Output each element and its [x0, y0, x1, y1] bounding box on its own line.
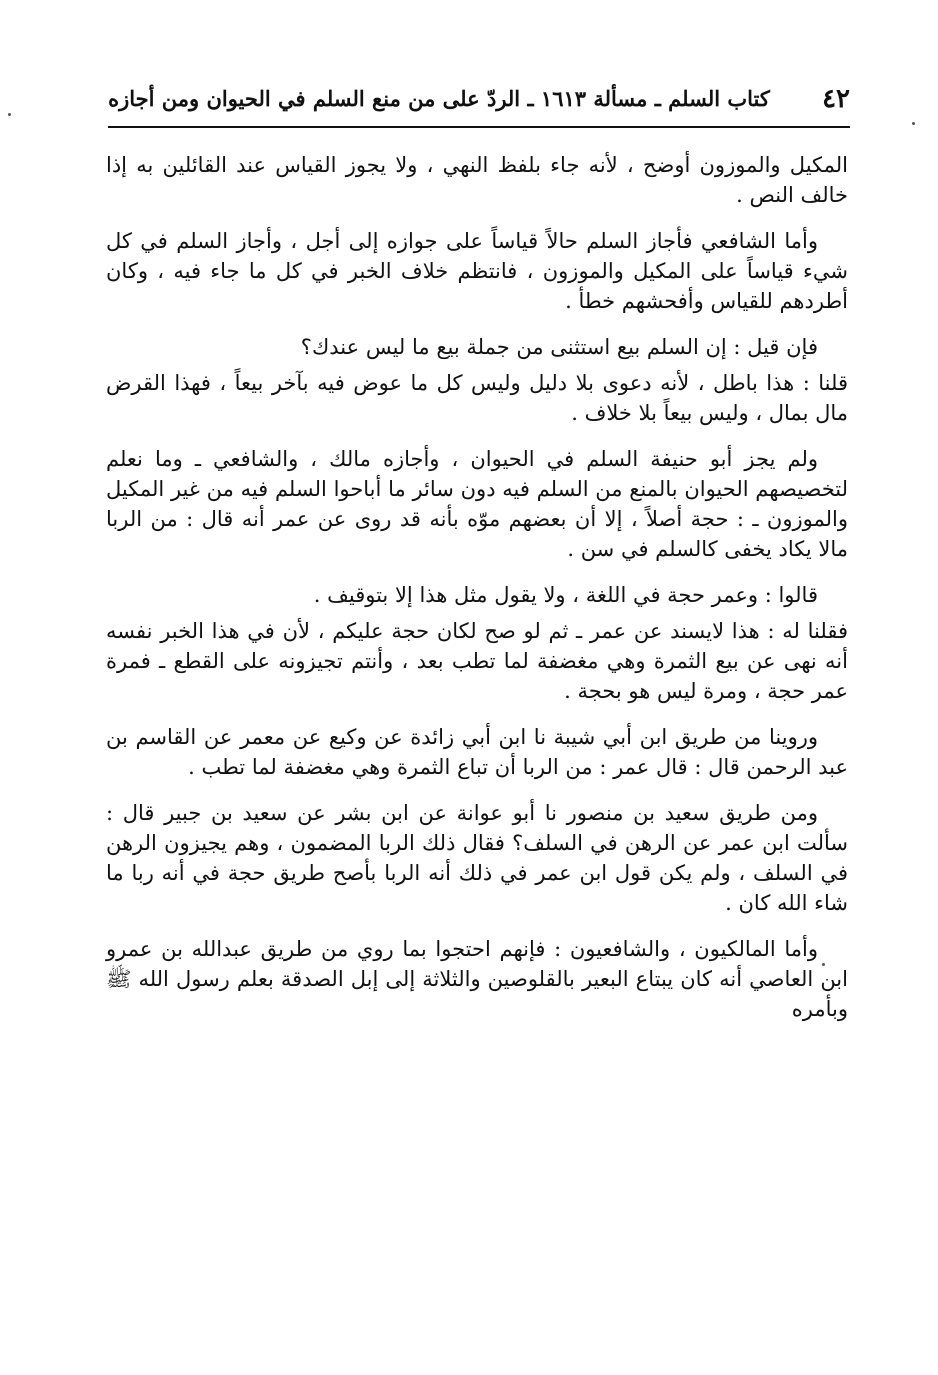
paragraph-9: ومن طريق سعيد بن منصور نا أبو عوانة عن ابن بشر عن سعيد بن جبير قال : سألت ابن عمر عن الرهن في السلف؟ فقال ذلك الربا المضمون ، وهم يجيزون الرهن في السلف ، ولم يكن قول ابن عمر في ذلك أنه الربا بأصح طريق حجة في أنه ربا ما شاء الله كان .: [106, 801, 848, 916]
scan-speck: [8, 113, 11, 116]
header-rule: [108, 126, 850, 128]
paragraph-7: فقلنا له : هذا لايسند عن عمر ـ ثم لو صح لكان حجة عليكم ، لأن في هذا الخبر نفسه أنه نهى عن بيع الثمرة وهي مغضفة لما تطب بعد ، وأنتم تجيزونه على القطع ـ فمرة عمر حجة ، ومرة ليس هو بحجة .: [106, 619, 848, 704]
paragraph-6: قالوا : وعمر حجة في اللغة ، ولا يقول مثل هذا إلا بتوقيف .: [313, 583, 818, 608]
paragraph-4: قلنا : هذا باطل ، لأنه دعوى بلا دليل وليس كل ما عوض فيه بآخر بيعاً ، فهذا القرض مال بمال ، وليس بيعاً بلا خلاف .: [106, 371, 848, 426]
running-title: كتاب السلم ـ مسألة ١٦١٣ ـ الردّ على من منع السلم في الحيوان ومن أجازه: [108, 86, 770, 111]
page-number: ٤٢: [822, 84, 850, 114]
running-header: [108, 78, 850, 128]
paragraph-5: ولم يجز أبو حنيفة السلم في الحيوان ، وأجازه مالك ، والشافعي ـ وما نعلم لتخصيصهم الحيوان بالمنع من السلم فيه دون سائر ما أباحوا السلم فيه من غير المكيل والموزون ـ : حجة أصلاً ، إلا أن بعضهم موّه بأنه قد روى عن عمر أنه قال : من الربا مالا يكاد يخفى كالسلم في سن .: [106, 447, 848, 562]
scan-speck: [822, 963, 825, 966]
paragraph-8: وروينا من طريق ابن أبي شيبة نا ابن أبي زائدة عن وكيع عن معمر عن القاسم بن عبد الرحمن قال : قال عمر : من الربا أن تباع الثمرة وهي مغضفة لما تطب .: [106, 725, 848, 780]
paragraph-10: وأما المالكيون ، والشافعيون : فإنهم احتجوا بما روي من طريق عبدالله بن عمرو ابن العاصي أنه كان يبتاع البعير بالقلوصين والثلاثة إلى إبل الصدقة بعلم رسول الله ﷺ وبأمره: [106, 937, 848, 1022]
scan-speck: [912, 122, 915, 125]
paragraph-1: المكيل والموزون أوضح ، لأنه جاء بلفظ النهي ، ولا يجوز القياس عند القائلين به إذا خالف النص .: [106, 153, 848, 208]
paragraph-2: وأما الشافعي فأجاز السلم حالاً قياساً على جوازه إلى أجل ، وأجاز السلم في كل شيء قياساً على المكيل والموزون ، فانتظم خلاف الخبر في كل ما جاء فيه ، وكان أطردهم للقياس وأفحشهم خطأ .: [106, 229, 848, 314]
main-text: [106, 150, 848, 1040]
paragraph-3: فإن قيل : إن السلم بيع استثنى من جملة بيع ما ليس عندك؟: [300, 335, 818, 360]
